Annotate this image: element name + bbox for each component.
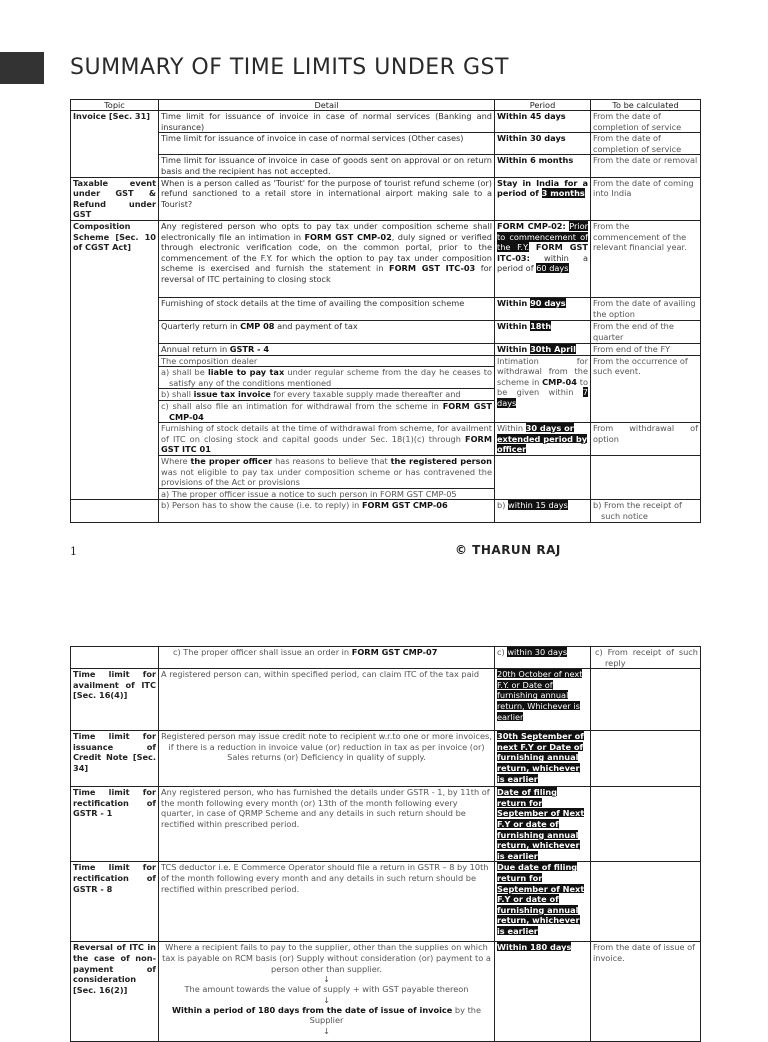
topic-gstr1-rectification: Time limit for rectification of GSTR - 1: [71, 787, 159, 862]
period-cell: Within 6 months: [495, 155, 591, 177]
down-arrow-icon: ↓: [323, 1025, 330, 1036]
detail-cell: Time limit for issuance of invoice in case of normal services (Other cases): [159, 133, 495, 155]
period-text: Within: [497, 423, 524, 434]
calc-cell: From the date of availing the option: [591, 297, 701, 320]
period-highlight: 18th: [530, 320, 552, 331]
calc-cell: From the commencement of the relevant financial year.: [591, 220, 701, 297]
period-highlight: 90 days: [530, 297, 566, 308]
period-text: within a period of: [497, 252, 588, 274]
topic-credit-note: Time limit for issuance of Credit Note [Sec. 34]: [71, 731, 159, 787]
topic-itc-availment: Time limit for availment of ITC [Sec. 16(4)]: [71, 669, 159, 731]
detail-cell: The composition dealer: [159, 355, 495, 367]
calc-cell-empty: [591, 456, 701, 500]
form-ref: FORM GST ITC-03: [388, 263, 476, 274]
detail-text: Where a recipient fails to pay to the supplier, other than the supplies on which tax is payable on RCM basis (or) Supply without consideration (or) payment to a person other than supplier.: [162, 942, 491, 974]
period-highlight: 20th October of next F.Y. or Date of furnishing annual return, Whichever is earlier: [497, 669, 583, 722]
calc-cell: From the end of the quarter: [591, 320, 701, 343]
period-text: FORM GST ITC-03:: [497, 242, 588, 263]
detail-text: was not eligible to pay tax under composition scheme or has contravened the provisions of the Act or provisions: [161, 466, 492, 488]
detail-cell: [159, 942, 495, 1042]
detail-cell: Furnishing of stock details at the time of availing the composition scheme: [159, 297, 495, 320]
table-row: [71, 343, 701, 355]
period-cell: [495, 320, 591, 343]
detail-text: Where: [161, 456, 191, 467]
header-detail: Detail: [159, 100, 495, 111]
table-row: [71, 862, 701, 942]
table-row: [71, 111, 701, 133]
period-text: Intimation for withdrawal from the scheme in: [497, 355, 588, 387]
detail-text: c) The proper officer shall issue an order in: [173, 647, 352, 657]
calc-cell: From the date or removal: [591, 155, 701, 177]
detail-cell: a) The proper officer issue a notice to such person in FORM GST CMP-05: [159, 488, 495, 500]
period-highlight: 7 days: [497, 387, 588, 408]
period-cell-empty: [495, 456, 591, 500]
period-text: Within: [497, 297, 528, 308]
emphasis: issue tax invoice: [193, 389, 271, 400]
period-text: Stay in India for a period of: [497, 177, 588, 199]
form-ref: GSTR - 4: [229, 343, 270, 354]
period-cell: [495, 297, 591, 320]
detail-cell: Time limit for issuance of invoice in case of goods sent on approval or on return basis and the recipient has not accepted.: [159, 155, 495, 177]
period-highlight: 30 days or extended period by officer: [497, 423, 588, 455]
calc-cell-empty: [591, 787, 701, 862]
detail-text: and payment of tax: [274, 320, 358, 331]
form-ref: FORM GST CMP-02: [304, 231, 392, 242]
period-highlight: 30th September of next F.Y or Date of furnishing annual return, whichever is earlier: [497, 731, 584, 784]
detail-text: by the Supplier: [309, 1004, 482, 1026]
period-highlight: 60 days: [536, 263, 569, 274]
topic-tourist: Taxable event under GST & Refund under GST: [71, 177, 159, 220]
page-title: SUMMARY OF TIME LIMITS UNDER GST: [70, 55, 509, 80]
detail-text: , duly signed or verified through electronic verification code, on the common portal, prior to the commencement of the F.Y. for which the option to pay tax under composition scheme is exercised and furnish the statement in: [161, 231, 492, 274]
period-cell: [495, 343, 591, 355]
detail-cell: [159, 220, 495, 297]
period-cell: [495, 220, 591, 297]
calc-cell-empty: [591, 669, 701, 731]
period-text: Within: [497, 343, 528, 354]
calc-cell: From end of the FY: [591, 343, 701, 355]
detail-cell: TCS deductor i.e. E Commerce Operator should file a return in GSTR – 8 by 10th of the month following every month and any details in such return should be rectified within prescribed period.: [159, 862, 495, 942]
table-row: [71, 942, 701, 1042]
table-row: [71, 355, 701, 367]
detail-cell: [159, 389, 495, 401]
period-cell: Within 30 days: [495, 133, 591, 155]
calc-cell: c) From receipt of such reply: [591, 647, 701, 669]
period-highlight: within 30 days: [507, 647, 568, 657]
period-cell: Within 45 days: [495, 111, 591, 133]
detail-text: a) shall be: [161, 367, 208, 378]
header-calc: To be calculated: [591, 100, 701, 111]
detail-cell: Time limit for issuance of invoice in case of normal services (Banking and insurance): [159, 111, 495, 133]
detail-text: Quarterly return in: [161, 320, 241, 331]
calc-cell-empty: [591, 731, 701, 787]
emphasis: liable to pay tax: [207, 367, 285, 378]
period-cell: [495, 177, 591, 220]
table-row: [71, 320, 701, 343]
table-row: [71, 155, 701, 177]
down-arrow-icon: ↓: [323, 974, 330, 985]
period-cell: [495, 647, 591, 669]
period-cell: [495, 787, 591, 862]
detail-text: under regular scheme from the day he ceases to satisfy any of the conditions mentioned: [169, 367, 492, 388]
table-row: [71, 647, 701, 669]
calc-cell: b) From the receipt of such notice: [591, 500, 701, 522]
table-row: [71, 731, 701, 787]
form-ref: CMP-04: [542, 376, 577, 387]
detail-cell: [159, 423, 495, 456]
form-ref: FORM GST CMP-06: [361, 500, 448, 511]
period-text: to be given within: [497, 376, 588, 398]
topic-gstr8-rectification: Time limit for rectification of GSTR - 8: [71, 862, 159, 942]
detail-cell: [159, 320, 495, 343]
emphasis: Within a period of 180 days from the date of issue of invoice: [171, 1004, 453, 1015]
topic-cell-empty: [71, 647, 159, 669]
detail-cell: [159, 500, 495, 522]
topic-invoice: Invoice [Sec. 31]: [71, 111, 159, 178]
period-cell: [495, 669, 591, 731]
time-limits-table-2: [70, 646, 701, 1042]
table-row: [71, 787, 701, 862]
detail-cell: [159, 367, 495, 389]
form-ref: FORM GST CMP-07: [351, 647, 438, 657]
detail-text: for reversal of ITC pertaining to closing stock: [161, 263, 492, 284]
table-row: [71, 423, 701, 456]
period-cell: [495, 862, 591, 942]
detail-text: Furnishing of stock details at the time of withdrawal from scheme, for availment of ITC on closing stock and capital goods under Sec. 18(1)(c) through: [161, 423, 492, 444]
detail-text: has reasons to believe that: [272, 456, 391, 467]
period-cell: [495, 423, 591, 456]
table-header-row: [71, 100, 701, 111]
emphasis: the registered person: [390, 456, 493, 467]
table-row: [71, 177, 701, 220]
calc-cell: From the date of completion of service: [591, 133, 701, 155]
detail-text: The amount towards the value of supply + with GST payable thereon: [184, 984, 469, 995]
detail-text: b) shall: [161, 389, 194, 400]
table-row: [71, 133, 701, 155]
calc-cell-empty: [591, 862, 701, 942]
period-text: Within: [497, 320, 528, 331]
detail-cell: A registered person can, within specified period, can claim ITC of the tax paid: [159, 669, 495, 731]
period-highlight: 30th April: [530, 343, 576, 354]
detail-cell: When is a person called as 'Tourist' for the purpose of tourist refund scheme (or) refund sanctioned to a retail store in international airport making sale to a Tourist?: [159, 177, 495, 220]
detail-cell: Registered person may issue credit note to recipient w.r.to one or more invoices, if there is a reduction in invoice value (or) reduction in tax as per invoice (or) Sales returns (or) Deficiency in quality of supply.: [159, 731, 495, 787]
table-row: [71, 456, 701, 489]
detail-cell: [159, 400, 495, 422]
detail-text: Any registered person who opts to pay tax under composition scheme shall electronically file an intimation in: [161, 220, 492, 242]
detail-text: c) shall also file an intimation for withdrawal from the scheme in: [161, 400, 443, 411]
table-row: [71, 500, 701, 522]
detail-cell: Any registered person, who has furnished the details under GSTR - 1, by 11th of the month following every month (or) 13th of the month following every quarter, in case of QRMP Scheme and any details in such return should be rectified within prescribed period.: [159, 787, 495, 862]
emphasis: the proper officer: [190, 456, 273, 467]
time-limits-table-1: [70, 99, 701, 523]
copyright-footer: © THARUN RAJ: [455, 543, 561, 557]
detail-cell: [159, 343, 495, 355]
calc-cell: From withdrawal of option: [591, 423, 701, 456]
period-highlight: Due date of filing return for September of Next F.Y or date of furnishing annual return, whichever is earlier: [497, 862, 585, 936]
calc-cell: From the date of completion of service: [591, 111, 701, 133]
form-ref: FORM GST CMP-04: [169, 400, 492, 422]
period-highlight: Prior to commencement of the F.Y.: [497, 220, 589, 253]
period-highlight: Date of filing return for September of Next F.Y or date of furnishing annual return, whichever is earlier: [497, 787, 585, 861]
calc-cell: From the date of issue of invoice.: [591, 942, 701, 1042]
calc-cell: From the date of coming into India: [591, 177, 701, 220]
period-cell: [495, 731, 591, 787]
corner-tab-marker: [0, 52, 44, 84]
period-cell: [495, 500, 591, 522]
down-arrow-icon: ↓: [323, 994, 330, 1005]
header-period: Period: [495, 100, 591, 111]
detail-cell: [159, 456, 495, 489]
detail-cell: [159, 647, 495, 669]
table-row: [71, 220, 701, 297]
detail-text: Annual return in: [161, 343, 230, 354]
period-highlight: Within 180 days: [497, 942, 572, 953]
form-ref: CMP 08: [240, 320, 275, 331]
period-highlight: within 15 days: [508, 500, 568, 511]
header-topic: Topic: [71, 100, 159, 111]
table-row: [71, 297, 701, 320]
topic-composition: Composition Scheme [Sec. 10 of CGST Act]: [71, 220, 159, 500]
detail-text: for every taxable supply made thereafter and: [270, 389, 461, 400]
period-cell: [495, 942, 591, 1042]
period-highlight: 3 months: [541, 188, 585, 199]
period-text: b): [497, 500, 506, 511]
form-ref: FORM GST ITC 01: [161, 433, 492, 455]
period-cell: [495, 355, 591, 423]
topic-cell-empty: [71, 500, 159, 522]
detail-text: b) Person has to show the cause (i.e. to reply) in: [161, 500, 362, 511]
calc-cell: From the occurrence of such event.: [591, 355, 701, 423]
period-text: FORM CMP-02:: [497, 220, 566, 231]
period-text: c): [497, 647, 505, 657]
table-row: [71, 669, 701, 731]
topic-itc-reversal: Reversal of ITC in the case of non-payment of consideration [Sec. 16(2)]: [71, 942, 159, 1042]
page-number: 1: [70, 545, 77, 558]
